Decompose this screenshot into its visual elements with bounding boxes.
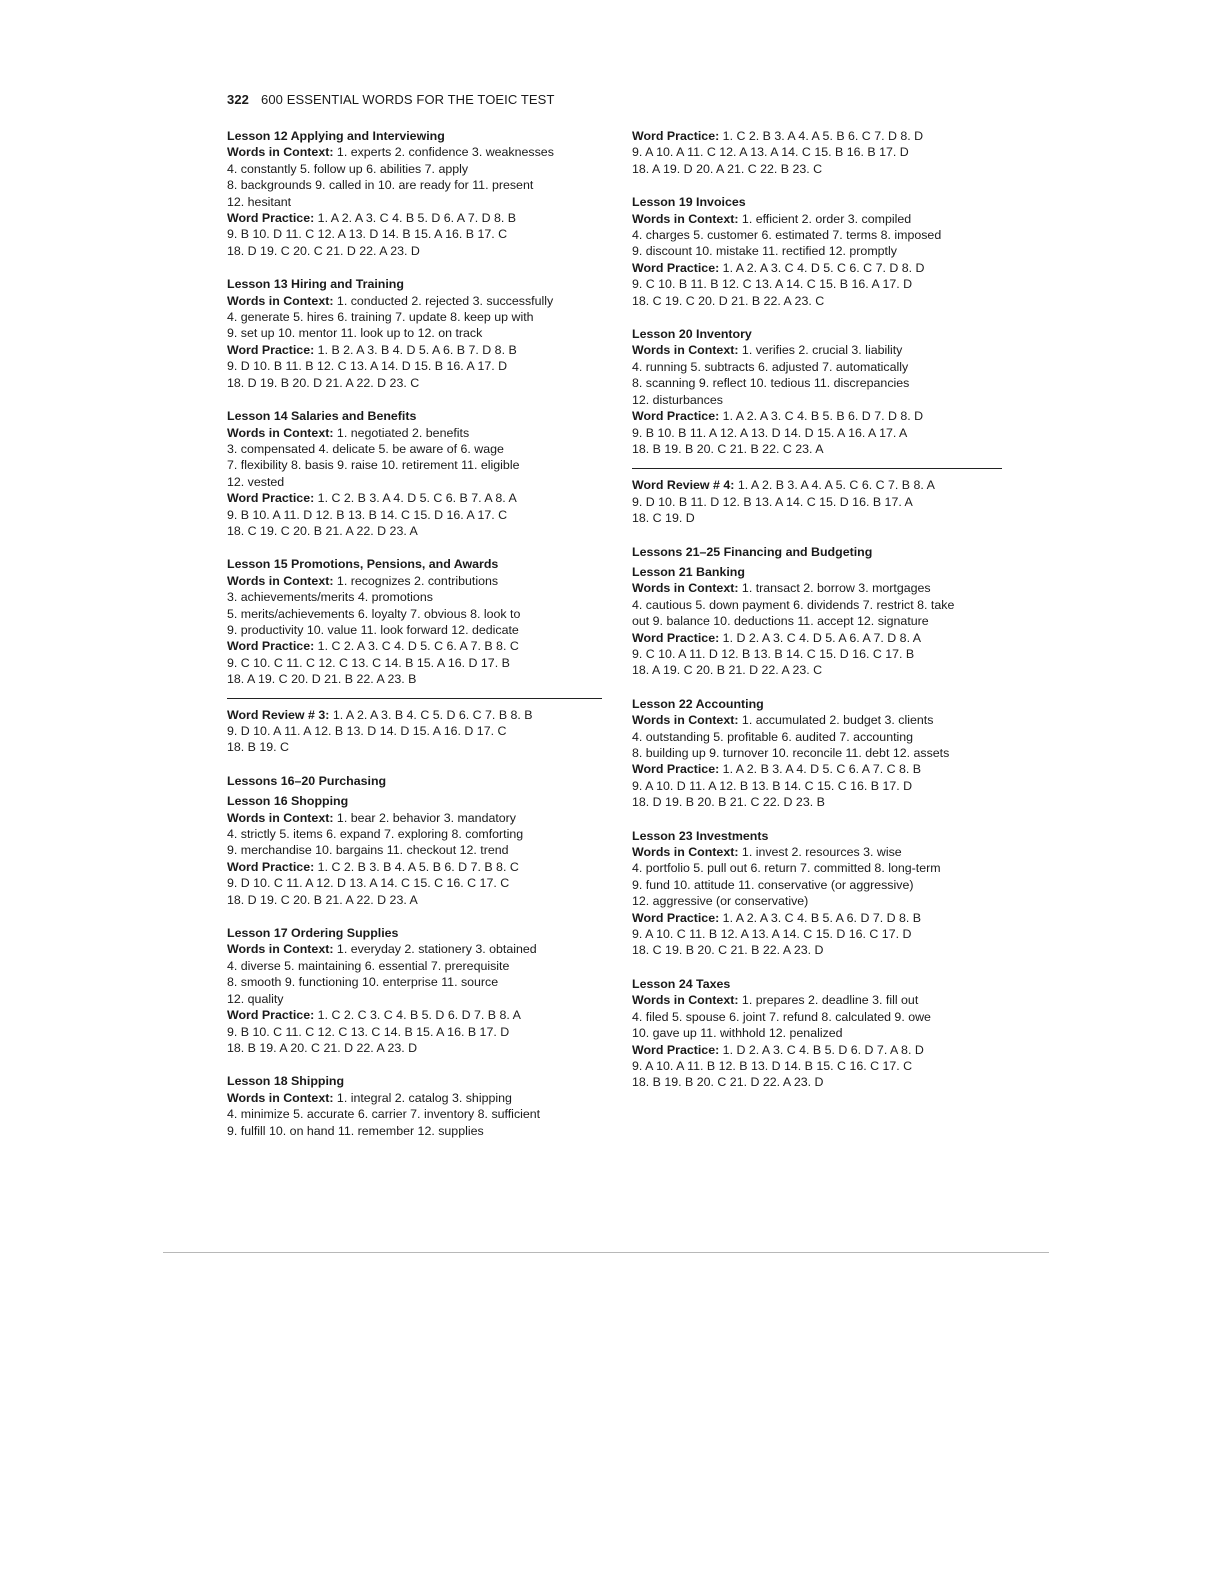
word-review-3	[227, 698, 602, 756]
words-in-context-line: 12. aggressive (or conservative)	[632, 894, 809, 909]
word-practice-label: Word Practice:	[632, 630, 720, 645]
lesson-19	[632, 194, 1002, 309]
words-in-context-label: Words in Context:	[632, 343, 739, 358]
word-practice-line: 1. D 2. A 3. C 4. D 5. A 6. A 7. D 8. A	[722, 630, 922, 645]
word-practice-line: 1. D 2. A 3. C 4. B 5. D 6. D 7. A 8. D	[722, 1042, 924, 1057]
words-in-context-line: 4. running 5. subtracts 6. adjusted 7. automatically	[632, 359, 909, 374]
word-practice-line: 1. A 2. A 3. C 4. B 5. B 6. D 7. D 8. D	[722, 409, 924, 424]
word-practice-label: Word Practice:	[632, 409, 720, 424]
words-in-context-line: 4. strictly 5. items 6. expand 7. exploring 8. comforting	[227, 827, 524, 842]
lesson-24	[632, 976, 1002, 1091]
words-in-context-line: 7. flexibility 8. basis 9. raise 10. retirement 11. eligible	[227, 458, 520, 473]
word-review-line: 18. B 19. C	[227, 740, 289, 755]
word-practice-line: 18. A 19. C 20. B 21. D 22. A 23. C	[632, 663, 823, 678]
words-in-context-line: 9. fund 10. attitude 11. conservative (or aggressive)	[632, 877, 914, 892]
words-in-context-label: Words in Context:	[227, 573, 334, 588]
word-practice-line: 18. D 19. C 20. C 21. D 22. A 23. D	[227, 243, 420, 258]
lesson-title: Lesson 17 Ordering Supplies	[227, 926, 399, 941]
lesson-title: Lesson 23 Investments	[632, 828, 769, 843]
words-in-context-line: 1. recognizes 2. contributions	[336, 573, 499, 588]
word-review-line: 1. A 2. B 3. A 4. A 5. C 6. C 7. B 8. A	[737, 478, 935, 493]
lesson-12	[227, 128, 602, 259]
words-in-context-line: 8. scanning 9. reflect 10. tedious 11. discrepancies	[632, 376, 910, 391]
lesson-title: Lesson 12 Applying and Interviewing	[227, 129, 445, 143]
words-in-context-line: 1. verifies 2. crucial 3. liability	[741, 343, 903, 358]
words-in-context-line: 12. vested	[227, 474, 285, 489]
words-in-context-line: 8. building up 9. turnover 10. reconcile 11. debt 12. assets	[632, 746, 950, 760]
word-practice-line: 18. B 19. B 20. C 21. B 22. C 23. A	[632, 441, 824, 456]
word-practice-label: Word Practice:	[632, 910, 720, 925]
words-in-context-line: 9. merchandise 10. bargains 11. checkout 12. trend	[227, 843, 509, 858]
word-practice-label: Word Practice:	[227, 1008, 315, 1023]
word-practice-line: 9. B 10. C 11. C 12. C 13. C 14. B 15. A 16. B 17. D	[227, 1024, 510, 1039]
words-in-context-line: 1. integral 2. catalog 3. shipping	[336, 1090, 512, 1105]
words-in-context-line: 4. minimize 5. accurate 6. carrier 7. inventory 8. sufficient	[227, 1107, 541, 1122]
lesson-title: Lesson 20 Inventory	[632, 327, 752, 342]
word-practice-label: Word Practice:	[632, 762, 720, 777]
word-practice-label: Word Practice:	[632, 260, 720, 275]
word-practice-line: 9. B 10. B 11. A 12. A 13. D 14. D 15. A 16. A 17. A	[632, 425, 908, 440]
words-in-context-line: 4. cautious 5. down payment 6. dividends 7. restrict 8. take	[632, 597, 955, 612]
word-review-line: 9. D 10. A 11. A 12. B 13. D 14. D 15. A 16. D 17. C	[227, 724, 507, 738]
right-column	[632, 128, 1002, 1108]
lesson-16	[227, 793, 602, 908]
lesson-17	[227, 925, 602, 1056]
words-in-context-label: Words in Context:	[227, 425, 334, 440]
words-in-context-line: 4. generate 5. hires 6. training 7. update 8. keep up with	[227, 310, 534, 325]
words-in-context-line: out 9. balance 10. deductions 11. accept 12. signature	[632, 614, 929, 629]
lesson-23	[632, 828, 1002, 959]
word-practice-label: Word Practice:	[632, 1042, 720, 1057]
word-practice-line: 9. A 10. D 11. A 12. B 13. B 14. C 15. C 16. B 17. D	[632, 778, 913, 793]
words-in-context-line: 1. conducted 2. rejected 3. successfully	[336, 293, 554, 308]
words-in-context-line: 3. compensated 4. delicate 5. be aware of 6. wage	[227, 441, 504, 456]
words-in-context-line: 12. disturbances	[632, 392, 723, 407]
word-practice-line: 18. C 19. B 20. C 21. B 22. A 23. D	[632, 943, 824, 958]
words-in-context-line: 1. everyday 2. stationery 3. obtained	[336, 942, 537, 957]
word-practice-line: 18. A 19. D 20. A 21. C 22. B 23. C	[632, 161, 823, 176]
words-in-context-line: 9. productivity 10. value 11. look forward 12. dedicate	[227, 622, 519, 637]
word-practice-line: 9. B 10. D 11. C 12. A 13. D 14. B 15. A 16. B 17. C	[227, 227, 508, 242]
section-group-title: Lessons 16–20 Purchasing	[227, 773, 387, 788]
word-practice-label: Word Practice:	[227, 639, 315, 654]
word-review-4	[632, 468, 1002, 526]
lesson-title: Lesson 24 Taxes	[632, 976, 731, 991]
word-practice-line: 18. B 19. B 20. C 21. D 22. A 23. D	[632, 1075, 824, 1090]
lesson-20	[632, 326, 1002, 457]
words-in-context-line: 4. charges 5. customer 6. estimated 7. terms 8. imposed	[632, 228, 942, 243]
word-practice-line: 9. A 10. A 11. C 12. A 13. A 14. C 15. B 16. B 17. D	[632, 145, 909, 160]
word-practice-label: Word Practice:	[632, 129, 720, 143]
word-practice-line: 1. A 2. A 3. C 4. B 5. D 6. A 7. D 8. B	[317, 211, 517, 226]
word-review-line: 1. A 2. A 3. B 4. C 5. D 6. C 7. B 8. B	[332, 707, 533, 722]
words-in-context-line: 1. prepares 2. deadline 3. fill out	[741, 993, 919, 1008]
word-practice-line: 18. D 19. C 20. B 21. A 22. D 23. A	[227, 892, 418, 907]
words-in-context-line: 4. filed 5. spouse 6. joint 7. refund 8. calculated 9. owe	[632, 1009, 931, 1024]
words-in-context-label: Words in Context:	[632, 581, 739, 596]
words-in-context-line: 4. diverse 5. maintaining 6. essential 7. prerequisite	[227, 958, 510, 973]
word-practice-line: 18. B 19. A 20. C 21. D 22. A 23. D	[227, 1040, 418, 1055]
words-in-context-line: 1. transact 2. borrow 3. mortgages	[741, 581, 931, 596]
words-in-context-label: Words in Context:	[227, 942, 334, 957]
words-in-context-line: 3. achievements/merits 4. promotions	[227, 590, 433, 605]
words-in-context-line: 9. fulfill 10. on hand 11. remember 12. supplies	[227, 1123, 484, 1138]
left-column	[227, 128, 602, 1156]
words-in-context-line: 8. smooth 9. functioning 10. enterprise 11. source	[227, 975, 499, 990]
words-in-context-line: 1. invest 2. resources 3. wise	[741, 845, 902, 860]
words-in-context-line: 1. efficient 2. order 3. compiled	[741, 211, 912, 226]
word-review-line: 9. D 10. B 11. D 12. B 13. A 14. C 15. D 16. B 17. A	[632, 494, 913, 509]
words-in-context-label: Words in Context:	[227, 293, 334, 308]
lesson-title: Lesson 15 Promotions, Pensions, and Awards	[227, 557, 499, 572]
word-practice-line: 9. A 10. C 11. B 12. A 13. A 14. C 15. D 16. C 17. D	[632, 927, 912, 942]
lesson-15	[227, 556, 602, 687]
words-in-context-label: Words in Context:	[632, 845, 739, 860]
word-practice-line: 1. C 2. A 3. C 4. D 5. C 6. A 7. B 8. C	[317, 639, 519, 654]
word-practice-line: 9. A 10. A 11. B 12. B 13. D 14. B 15. C 16. C 17. C	[632, 1058, 913, 1073]
words-in-context-line: 1. experts 2. confidence 3. weaknesses	[336, 145, 554, 160]
lesson-title: Lesson 21 Banking	[632, 564, 745, 579]
page-header	[227, 92, 554, 107]
word-practice-line: 9. C 10. B 11. B 12. C 13. A 14. C 15. B 16. A 17. D	[632, 277, 913, 292]
word-review-label: Word Review # 4:	[632, 478, 735, 493]
lesson-14	[227, 408, 602, 539]
lesson-21	[632, 564, 1002, 679]
word-practice-line: 1. C 2. B 3. A 4. A 5. B 6. C 7. D 8. D	[722, 129, 924, 143]
lesson-title: Lesson 14 Salaries and Benefits	[227, 409, 417, 424]
word-review-line: 18. C 19. D	[632, 511, 695, 526]
lesson-title: Lesson 13 Hiring and Training	[227, 277, 404, 292]
words-in-context-line: 9. set up 10. mentor 11. look up to 12. on track	[227, 326, 483, 341]
words-in-context-label: Words in Context:	[632, 713, 739, 728]
word-practice-line: 18. C 19. C 20. D 21. B 22. A 23. C	[632, 293, 825, 308]
word-practice-label: Word Practice:	[227, 859, 315, 874]
book-title: 600 ESSENTIAL WORDS FOR THE TOEIC TEST	[261, 92, 555, 107]
lesson-title: Lesson 22 Accounting	[632, 696, 764, 711]
word-practice-line: 18. D 19. B 20. B 21. C 22. D 23. B	[632, 795, 825, 810]
word-practice-line: 18. C 19. C 20. B 21. A 22. D 23. A	[227, 523, 418, 538]
words-in-context-line: 4. constantly 5. follow up 6. abilities 7. apply	[227, 161, 469, 176]
word-practice-line: 9. D 10. B 11. B 12. C 13. A 14. D 15. B 16. A 17. D	[227, 359, 508, 374]
word-practice-label: Word Practice:	[227, 491, 315, 506]
word-practice-line: 1. C 2. B 3. A 4. D 5. C 6. B 7. A 8. A	[317, 491, 517, 506]
section-group-title: Lessons 21–25 Financing and Budgeting	[632, 544, 873, 559]
words-in-context-line: 4. portfolio 5. pull out 6. return 7. committed 8. long-term	[632, 861, 941, 876]
words-in-context-label: Words in Context:	[227, 810, 334, 825]
words-in-context-line: 12. quality	[227, 991, 284, 1006]
word-practice-line: 1. B 2. A 3. B 4. D 5. A 6. B 7. D 8. B	[317, 342, 517, 357]
word-practice-line: 18. D 19. B 20. D 21. A 22. D 23. C	[227, 375, 420, 390]
word-practice-line: 1. C 2. C 3. C 4. B 5. D 6. D 7. B 8. A	[317, 1008, 521, 1023]
words-in-context-label: Words in Context:	[227, 1090, 334, 1105]
words-in-context-line: 5. merits/achievements 6. loyalty 7. obvious 8. look to	[227, 606, 521, 621]
word-practice-line: 9. B 10. A 11. D 12. B 13. B 14. C 15. D 16. A 17. C	[227, 507, 508, 522]
word-practice-line: 9. C 10. A 11. D 12. B 13. B 14. C 15. D 16. C 17. B	[632, 646, 915, 661]
word-practice-label: Word Practice:	[227, 342, 315, 357]
words-in-context-label: Words in Context:	[632, 211, 739, 226]
word-practice-label: Word Practice:	[227, 211, 315, 226]
word-practice-line: 1. C 2. B 3. B 4. A 5. B 6. D 7. B 8. C	[317, 859, 519, 874]
word-review-label: Word Review # 3:	[227, 707, 330, 722]
words-in-context-line: 8. backgrounds 9. called in 10. are ready for 11. present	[227, 178, 534, 193]
lesson-18	[227, 1073, 602, 1139]
page-number: 322	[227, 92, 249, 107]
page-bottom-divider	[163, 1252, 1049, 1253]
words-in-context-line: 1. accumulated 2. budget 3. clients	[741, 713, 934, 728]
words-in-context-line: 4. outstanding 5. profitable 6. audited 7. accounting	[632, 729, 914, 744]
words-in-context-line: 1. negotiated 2. benefits	[336, 425, 470, 440]
words-in-context-line: 9. discount 10. mistake 11. rectified 12. promptly	[632, 244, 897, 259]
lesson-title: Lesson 18 Shipping	[227, 1074, 345, 1089]
words-in-context-line: 12. hesitant	[227, 194, 292, 209]
lesson-title: Lesson 16 Shopping	[227, 794, 349, 809]
words-in-context-line: 1. bear 2. behavior 3. mandatory	[336, 810, 517, 825]
word-practice-line: 9. C 10. C 11. C 12. C 13. C 14. B 15. A 16. D 17. B	[227, 655, 510, 670]
lesson-title: Lesson 19 Invoices	[632, 195, 746, 210]
word-practice-line: 9. D 10. C 11. A 12. D 13. A 14. C 15. C 16. C 17. C	[227, 876, 510, 891]
word-practice-line: 1. A 2. A 3. C 4. B 5. A 6. D 7. D 8. B	[722, 910, 922, 925]
lesson-13	[227, 276, 602, 391]
words-in-context-label: Words in Context:	[227, 145, 334, 160]
word-practice-line: 18. A 19. C 20. D 21. B 22. A 23. B	[227, 672, 417, 687]
lesson-18-continued	[632, 128, 1002, 177]
word-practice-line: 1. A 2. B 3. A 4. D 5. C 6. A 7. C 8. B	[722, 762, 922, 777]
words-in-context-line: 10. gave up 11. withhold 12. penalized	[632, 1026, 843, 1041]
lesson-22	[632, 696, 1002, 811]
words-in-context-label: Words in Context:	[632, 993, 739, 1008]
word-practice-line: 1. A 2. A 3. C 4. D 5. C 6. C 7. D 8. D	[722, 260, 925, 275]
